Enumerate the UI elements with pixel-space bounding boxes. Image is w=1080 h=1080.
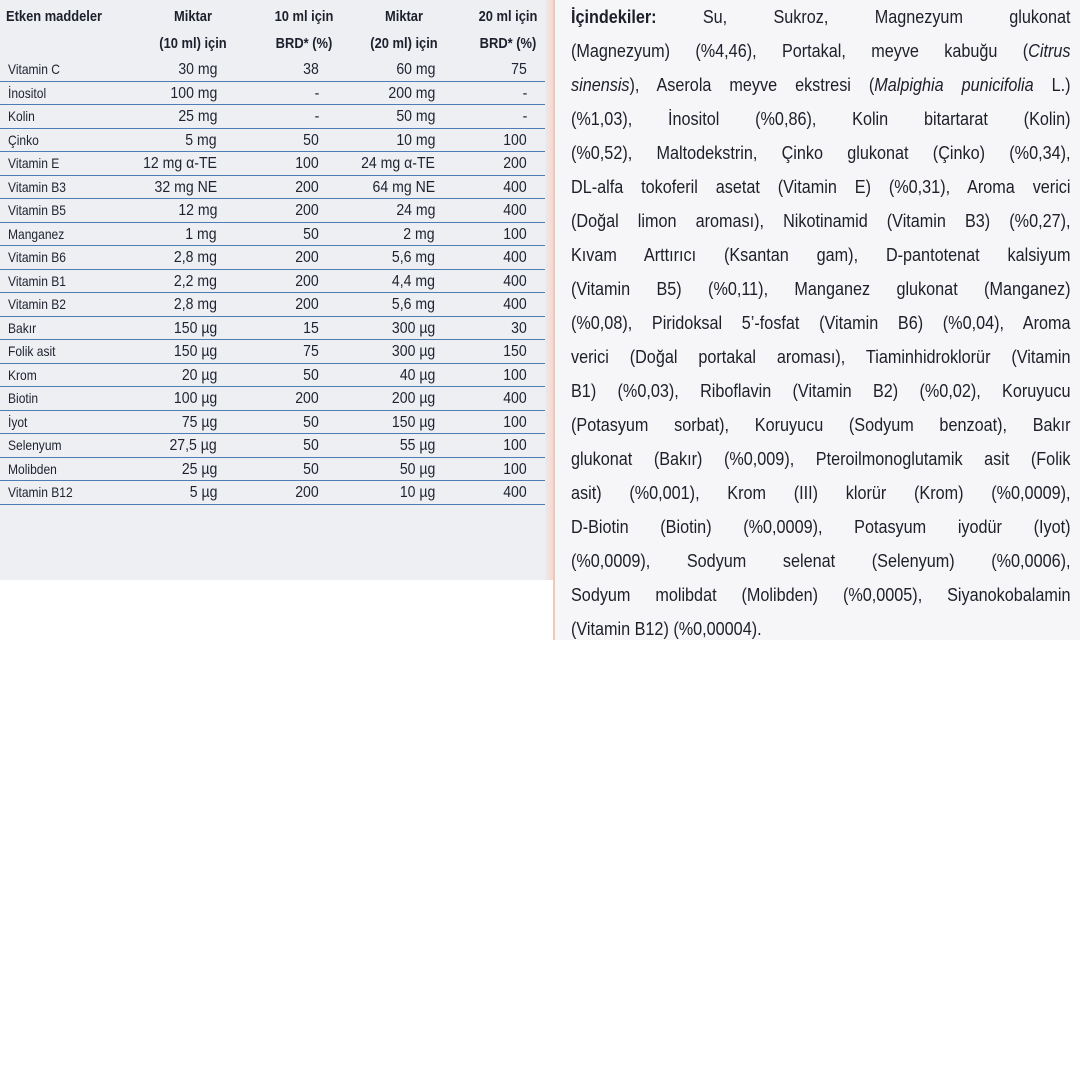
table-row — [0, 270, 553, 294]
cell-ingredient-name: Vitamin B2 — [8, 296, 67, 312]
label-edge — [545, 0, 553, 580]
cell-ingredient-name: Selenyum — [8, 437, 62, 453]
cell-ingredient-name: Krom — [8, 366, 37, 383]
cell-rda-20ml: 400 — [503, 178, 527, 196]
cell-amount-10ml: 150 µg — [173, 319, 217, 337]
ingredients-line: D-Biotin (Biotin) (%0,0009), Potasyum iyodür (Iyot) — [571, 517, 1071, 537]
table-row — [0, 411, 553, 435]
table-row — [0, 152, 553, 176]
cell-amount-10ml: 2,2 mg — [173, 272, 217, 290]
cell-amount-20ml: 24 mg — [395, 202, 435, 219]
cell-amount-10ml: 12 mg α-TE — [143, 155, 217, 172]
cell-amount-20ml: 55 µg — [399, 437, 435, 454]
cell-amount-20ml: 64 mg NE — [372, 178, 435, 196]
cell-ingredient-name: Manganez — [8, 225, 65, 242]
cell-amount-10ml: 2,8 mg — [173, 296, 217, 313]
cell-amount-20ml: 10 µg — [399, 484, 435, 501]
cell-ingredient-name: Vitamin B3 — [8, 178, 67, 195]
cell-rda-20ml: 100 — [503, 460, 527, 478]
cell-amount-20ml: 300 µg — [391, 319, 435, 337]
cell-amount-10ml: 32 mg NE — [154, 178, 217, 196]
cell-rda-20ml: 100 — [503, 366, 527, 384]
cell-ingredient-name: Vitamin C — [8, 61, 60, 77]
cell-rda-10ml: 15 — [303, 319, 319, 337]
cell-rda-10ml: - — [314, 108, 319, 125]
ingredients-text — [571, 0, 1071, 640]
table-row — [0, 199, 553, 223]
cell-rda-10ml: 200 — [295, 249, 319, 266]
cell-rda-20ml: 100 — [503, 225, 527, 243]
table-row — [0, 481, 553, 505]
table-row — [0, 364, 553, 388]
ingredients-title: İçindekiler: — [571, 7, 657, 27]
cell-rda-10ml: 100 — [295, 155, 319, 172]
header-amount-10ml: Miktar (10 ml) için — [159, 8, 227, 52]
cell-amount-10ml: 20 µg — [181, 366, 217, 384]
cell-rda-20ml: 100 — [503, 413, 527, 431]
cell-rda-20ml: 100 — [503, 437, 527, 454]
cell-amount-20ml: 50 mg — [395, 108, 435, 125]
ingredients-panel — [553, 0, 1080, 640]
cell-amount-20ml: 40 µg — [399, 366, 435, 384]
cell-amount-20ml: 200 mg — [388, 84, 435, 102]
cell-ingredient-name: Kolin — [8, 108, 35, 124]
cell-ingredient-name: İnositol — [8, 84, 47, 101]
ingredients-line: asit) (%0,001), Krom (III) klorür (Krom) (%0,0009), — [571, 483, 1071, 503]
cell-amount-10ml: 75 µg — [181, 413, 217, 431]
table-header — [0, 0, 553, 58]
cell-rda-10ml: - — [314, 84, 319, 102]
cell-amount-20ml: 5,6 mg — [391, 296, 435, 313]
cell-ingredient-name: Vitamin B5 — [8, 202, 67, 218]
cell-rda-20ml: 400 — [503, 202, 527, 219]
table-row — [0, 340, 553, 364]
cell-amount-20ml: 2 mg — [403, 225, 435, 243]
cell-ingredient-name: Vitamin E — [8, 155, 60, 171]
cell-ingredient-name: Bakır — [8, 319, 37, 336]
ingredients-line: (Potasyum sorbat), Koruyucu (Sodyum benzoat), Bakır — [571, 415, 1071, 435]
cell-amount-10ml: 1 mg — [185, 225, 217, 243]
ingredients-line: İçindekiler: Su, Sukroz, Magnezyum glukonat — [571, 7, 1071, 27]
cell-rda-20ml: 400 — [503, 272, 527, 290]
table-row — [0, 58, 553, 82]
cell-rda-10ml: 50 — [303, 460, 319, 478]
cell-rda-20ml: - — [522, 84, 527, 102]
cell-amount-10ml: 25 mg — [177, 108, 217, 125]
cell-rda-10ml: 75 — [303, 343, 319, 360]
table-row — [0, 129, 553, 153]
cell-amount-10ml: 150 µg — [173, 343, 217, 360]
cell-amount-10ml: 27,5 µg — [169, 437, 217, 454]
ingredients-line: sinensis), Aserola meyve ekstresi (Malpighia punicifolia L.) — [571, 75, 1071, 95]
cell-rda-10ml: 50 — [303, 225, 319, 243]
ingredients-line: verici (Doğal portakal aroması), Tiaminhidroklorür (Vitamin — [571, 347, 1071, 367]
table-body — [0, 58, 553, 505]
cell-amount-20ml: 50 µg — [399, 460, 435, 478]
table-row — [0, 293, 553, 317]
ingredients-line: (%0,08), Piridoksal 5’-fosfat (Vitamin B6) (%0,04), Aroma — [571, 313, 1071, 333]
table-row — [0, 223, 553, 247]
table-row — [0, 105, 553, 129]
ingredients-line: DL-alfa tokoferil asetat (Vitamin E) (%0,31), Aroma verici — [571, 177, 1071, 197]
cell-rda-10ml: 200 — [295, 484, 319, 501]
cell-rda-10ml: 200 — [295, 272, 319, 290]
cell-ingredient-name: İyot — [8, 413, 28, 430]
table-row — [0, 176, 553, 200]
cell-ingredient-name: Vitamin B1 — [8, 272, 67, 289]
cell-rda-10ml: 50 — [303, 437, 319, 454]
cell-ingredient-name: Vitamin B6 — [8, 249, 67, 265]
cell-rda-10ml: 38 — [303, 61, 319, 78]
cell-ingredient-name: Çinko — [8, 131, 39, 148]
cell-amount-20ml: 150 µg — [391, 413, 435, 431]
header-rda-10ml: 10 ml için BRD* (%) — [274, 8, 334, 52]
cell-ingredient-name: Molibden — [8, 460, 57, 477]
ingredients-line: (Vitamin B12) (%0,00004). — [571, 619, 762, 639]
cell-amount-10ml: 5 µg — [189, 484, 217, 501]
cell-amount-10ml: 30 mg — [177, 61, 217, 78]
ingredients-line: (Magnezyum) (%4,46), Portakal, meyve kabuğu (Citrus — [571, 41, 1071, 61]
ingredients-line: (%0,0009), Sodyum selenat (Selenyum) (%0,0006), — [571, 551, 1071, 571]
cell-amount-20ml: 300 µg — [391, 343, 435, 360]
cell-rda-20ml: 75 — [511, 61, 527, 78]
cell-rda-20ml: 400 — [503, 249, 527, 266]
header-rda-20ml: 20 ml için BRD* (%) — [478, 8, 538, 52]
nutrition-table-panel — [0, 0, 553, 580]
cell-rda-20ml: 400 — [503, 296, 527, 313]
table-row — [0, 317, 553, 341]
ingredients-line: (Doğal limon aroması), Nikotinamid (Vitamin B3) (%0,27), — [571, 211, 1071, 231]
cell-amount-10ml: 100 µg — [173, 390, 217, 407]
ingredients-line: (%1,03), İnositol (%0,86), Kolin bitartarat (Kolin) — [571, 109, 1071, 129]
cell-rda-10ml: 50 — [303, 366, 319, 384]
cell-amount-10ml: 25 µg — [181, 460, 217, 478]
ingredients-line: (%0,52), Maltodekstrin, Çinko glukonat (Çinko) (%0,34), — [571, 143, 1071, 163]
ingredients-line: Kıvam Arttırıcı (Ksantan gam), D-pantotenat kalsiyum — [571, 245, 1071, 265]
cell-rda-20ml: 30 — [511, 319, 527, 337]
cell-ingredient-name: Vitamin B12 — [8, 484, 73, 500]
table-row — [0, 82, 553, 106]
table-row — [0, 434, 553, 458]
header-active-ingredients: Etken maddeler — [6, 8, 103, 25]
cell-amount-10ml: 5 mg — [185, 131, 217, 149]
cell-rda-20ml: - — [522, 108, 527, 125]
cell-amount-10ml: 12 mg — [177, 202, 217, 219]
ingredients-line: Sodyum molibdat (Molibden) (%0,0005), Siyanokobalamin — [571, 585, 1071, 605]
ingredients-line: glukonat (Bakır) (%0,009), Pteroilmonoglutamik asit (Folik — [571, 449, 1071, 469]
cell-rda-10ml: 200 — [295, 390, 319, 407]
cell-amount-10ml: 100 mg — [170, 84, 217, 102]
cell-rda-10ml: 200 — [295, 202, 319, 219]
cell-rda-20ml: 400 — [503, 484, 527, 501]
cell-amount-20ml: 10 mg — [395, 131, 435, 149]
cell-amount-20ml: 24 mg α-TE — [361, 155, 435, 172]
cell-amount-20ml: 200 µg — [391, 390, 435, 407]
cell-rda-10ml: 200 — [295, 178, 319, 196]
cell-rda-10ml: 50 — [303, 131, 319, 149]
cell-amount-10ml: 2,8 mg — [173, 249, 217, 266]
cell-rda-20ml: 200 — [503, 155, 527, 172]
header-amount-20ml: Miktar (20 ml) için — [370, 8, 438, 52]
cell-ingredient-name: Folik asit — [8, 343, 56, 359]
ingredients-line: (Vitamin B5) (%0,11), Manganez glukonat (Manganez) — [571, 279, 1071, 299]
cell-amount-20ml: 4,4 mg — [391, 272, 435, 290]
cell-rda-10ml: 200 — [295, 296, 319, 313]
cell-amount-20ml: 5,6 mg — [391, 249, 435, 266]
table-row — [0, 246, 553, 270]
cell-rda-20ml: 100 — [503, 131, 527, 149]
cell-rda-20ml: 150 — [503, 343, 527, 360]
table-row — [0, 458, 553, 482]
cell-rda-20ml: 400 — [503, 390, 527, 407]
cell-rda-10ml: 50 — [303, 413, 319, 431]
table-row — [0, 387, 553, 411]
cell-amount-20ml: 60 mg — [395, 61, 435, 78]
ingredients-line: B1) (%0,03), Riboflavin (Vitamin B2) (%0,02), Koruyucu — [571, 381, 1071, 401]
cell-ingredient-name: Biotin — [8, 390, 39, 406]
